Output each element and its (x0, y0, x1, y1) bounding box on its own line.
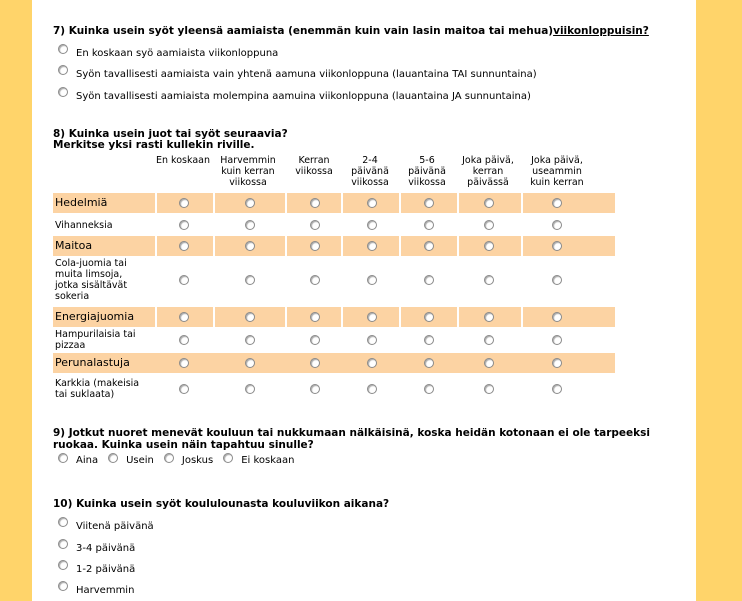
row-label: Energiajuomia (55, 309, 135, 323)
radio-button[interactable] (424, 241, 434, 251)
radio-button[interactable] (552, 198, 562, 208)
radio-button[interactable] (310, 335, 320, 345)
radio-button[interactable] (552, 220, 562, 230)
option-label: Harvemmin (76, 584, 135, 596)
row-label: Vihanneksia (55, 219, 113, 231)
radio-button[interactable] (484, 384, 494, 394)
radio-button[interactable] (367, 241, 377, 251)
radio-button[interactable] (484, 312, 494, 322)
radio-button[interactable] (179, 312, 189, 322)
radio-button[interactable] (179, 275, 189, 285)
question-8-subtitle: Merkitse yksi rasti kullekin riville. (53, 139, 255, 151)
radio-button[interactable] (310, 198, 320, 208)
radio-button[interactable] (367, 275, 377, 285)
radio-button[interactable] (424, 358, 434, 368)
radio-button[interactable] (58, 65, 68, 75)
radio-button[interactable] (367, 384, 377, 394)
radio-button[interactable] (552, 241, 562, 251)
radio-button[interactable] (424, 335, 434, 345)
column-separator (285, 193, 287, 327)
question-8-title: 8) Kuinka usein juot tai syöt seuraavia? (53, 128, 288, 140)
radio-button[interactable] (552, 312, 562, 322)
radio-button[interactable] (245, 358, 255, 368)
radio-button[interactable] (484, 275, 494, 285)
radio-button[interactable] (164, 453, 174, 463)
radio-button[interactable] (179, 220, 189, 230)
question-7-title-emphasis: viikonloppuisin? (553, 25, 649, 37)
radio-button[interactable] (310, 241, 320, 251)
radio-button[interactable] (245, 275, 255, 285)
radio-button[interactable] (223, 453, 233, 463)
table-row (53, 328, 615, 352)
radio-button[interactable] (367, 312, 377, 322)
radio-button[interactable] (245, 312, 255, 322)
radio-button[interactable] (424, 220, 434, 230)
q7-option-2[interactable] (58, 89, 531, 103)
question-7-title-text: 7) Kuinka usein syöt yleensä aamiaista (enemmän kuin vain lasin maitoa tai mehua) (53, 25, 554, 37)
row-label: Hedelmiä (55, 195, 108, 209)
radio-button[interactable] (310, 384, 320, 394)
q10-option-3[interactable] (58, 583, 134, 597)
radio-button[interactable] (552, 384, 562, 394)
option-label: Viitenä päivänä (76, 520, 154, 532)
radio-button[interactable] (179, 198, 189, 208)
q9-option-2[interactable] (164, 455, 213, 466)
radio-button[interactable] (310, 220, 320, 230)
row-label: Maitoa (55, 238, 93, 252)
option-label: Syön tavallisesti aamiaista vain yhtenä aamuna viikonloppuna (lauantaina TAI sunnuntaina) (76, 68, 537, 80)
radio-button[interactable] (58, 87, 68, 97)
radio-button[interactable] (484, 220, 494, 230)
column-separator (457, 193, 459, 327)
radio-button[interactable] (552, 275, 562, 285)
q7-option-1[interactable] (58, 67, 537, 81)
column-separator (213, 193, 215, 327)
row-label: Karkkia (makeisia tai suklaata) (55, 378, 140, 400)
row-label: Perunalastuja (55, 355, 130, 369)
question-10-title: 10) Kuinka usein syöt koululounasta kouluviikon aikana? (53, 498, 390, 510)
q10-option-1[interactable] (58, 541, 135, 555)
table-row (53, 236, 615, 256)
radio-button[interactable] (484, 358, 494, 368)
radio-button[interactable] (58, 44, 68, 54)
radio-button[interactable] (552, 335, 562, 345)
radio-button[interactable] (424, 198, 434, 208)
option-label: Usein (126, 455, 154, 466)
survey-page (32, 0, 696, 601)
column-separator (341, 193, 343, 327)
question-7-title (53, 25, 649, 37)
q9-option-0[interactable] (58, 455, 98, 466)
question-9-title: 9) Jotkut nuoret menevät kouluun tai nukkumaan nälkäisinä, koska heidän kotonaan ei ole tarpeeksi ruokaa. Kuinka usein näin tapahtuu sinulle? (53, 427, 650, 451)
table-row (53, 193, 615, 213)
table-row (53, 375, 615, 403)
radio-button[interactable] (310, 358, 320, 368)
radio-button[interactable] (484, 241, 494, 251)
option-label: Aina (76, 455, 99, 466)
radio-button[interactable] (108, 453, 118, 463)
option-label: Joskus (181, 455, 214, 466)
table-row (53, 353, 615, 373)
column-separator (521, 193, 523, 327)
radio-button[interactable] (245, 241, 255, 251)
radio-button[interactable] (179, 358, 189, 368)
radio-button[interactable] (58, 539, 68, 549)
question-9-options (58, 455, 304, 466)
radio-button[interactable] (245, 220, 255, 230)
radio-button[interactable] (58, 581, 68, 591)
radio-button[interactable] (367, 220, 377, 230)
radio-button[interactable] (484, 198, 494, 208)
q10-option-2[interactable] (58, 562, 135, 576)
row-label: Cola-juomia tai muita limsoja, jotka sisältävät sokeria (55, 258, 128, 302)
column-separator (399, 193, 401, 327)
row-label: Hampurilaisia tai pizzaa (55, 329, 136, 351)
radio-button[interactable] (424, 275, 434, 285)
table-row (53, 257, 615, 303)
radio-button[interactable] (245, 198, 255, 208)
radio-button[interactable] (58, 560, 68, 570)
column-header: 5-6 päivänä viikossa (408, 155, 446, 188)
option-label: 3-4 päivänä (76, 542, 136, 554)
radio-button[interactable] (424, 384, 434, 394)
q10-option-0[interactable] (58, 519, 154, 533)
radio-button[interactable] (179, 241, 189, 251)
column-header: Joka päivä, kerran päivässä (462, 155, 514, 188)
radio-button[interactable] (552, 358, 562, 368)
column-separator (155, 193, 157, 327)
option-label: Syön tavallisesti aamiaista molempina aamuina viikonloppuna (lauantaina JA sunnuntaina) (76, 90, 531, 102)
column-header: 2-4 päivänä viikossa (351, 155, 389, 188)
radio-button[interactable] (245, 384, 255, 394)
table-row (53, 307, 615, 327)
option-label: En koskaan syö aamiaista viikonloppuna (76, 47, 279, 59)
radio-button[interactable] (179, 335, 189, 345)
radio-button[interactable] (58, 453, 68, 463)
radio-button[interactable] (179, 384, 189, 394)
column-header: Harvemmin kuin kerran viikossa (220, 155, 276, 188)
radio-button[interactable] (310, 312, 320, 322)
option-label: Ei koskaan (241, 455, 295, 466)
radio-button[interactable] (58, 517, 68, 527)
radio-button[interactable] (484, 335, 494, 345)
radio-button[interactable] (367, 198, 377, 208)
radio-button[interactable] (424, 312, 434, 322)
radio-button[interactable] (310, 275, 320, 285)
q9-option-3[interactable] (223, 455, 294, 466)
option-label: 1-2 päivänä (76, 563, 136, 575)
radio-button[interactable] (245, 335, 255, 345)
radio-button[interactable] (367, 335, 377, 345)
q9-option-1[interactable] (108, 455, 154, 466)
q7-option-0[interactable] (58, 46, 278, 60)
column-header: Kerran viikossa (295, 155, 333, 177)
table-row (53, 215, 615, 235)
column-header: Joka päivä, useammin kuin kerran (530, 155, 584, 188)
radio-button[interactable] (367, 358, 377, 368)
column-header: En koskaan (156, 155, 210, 166)
